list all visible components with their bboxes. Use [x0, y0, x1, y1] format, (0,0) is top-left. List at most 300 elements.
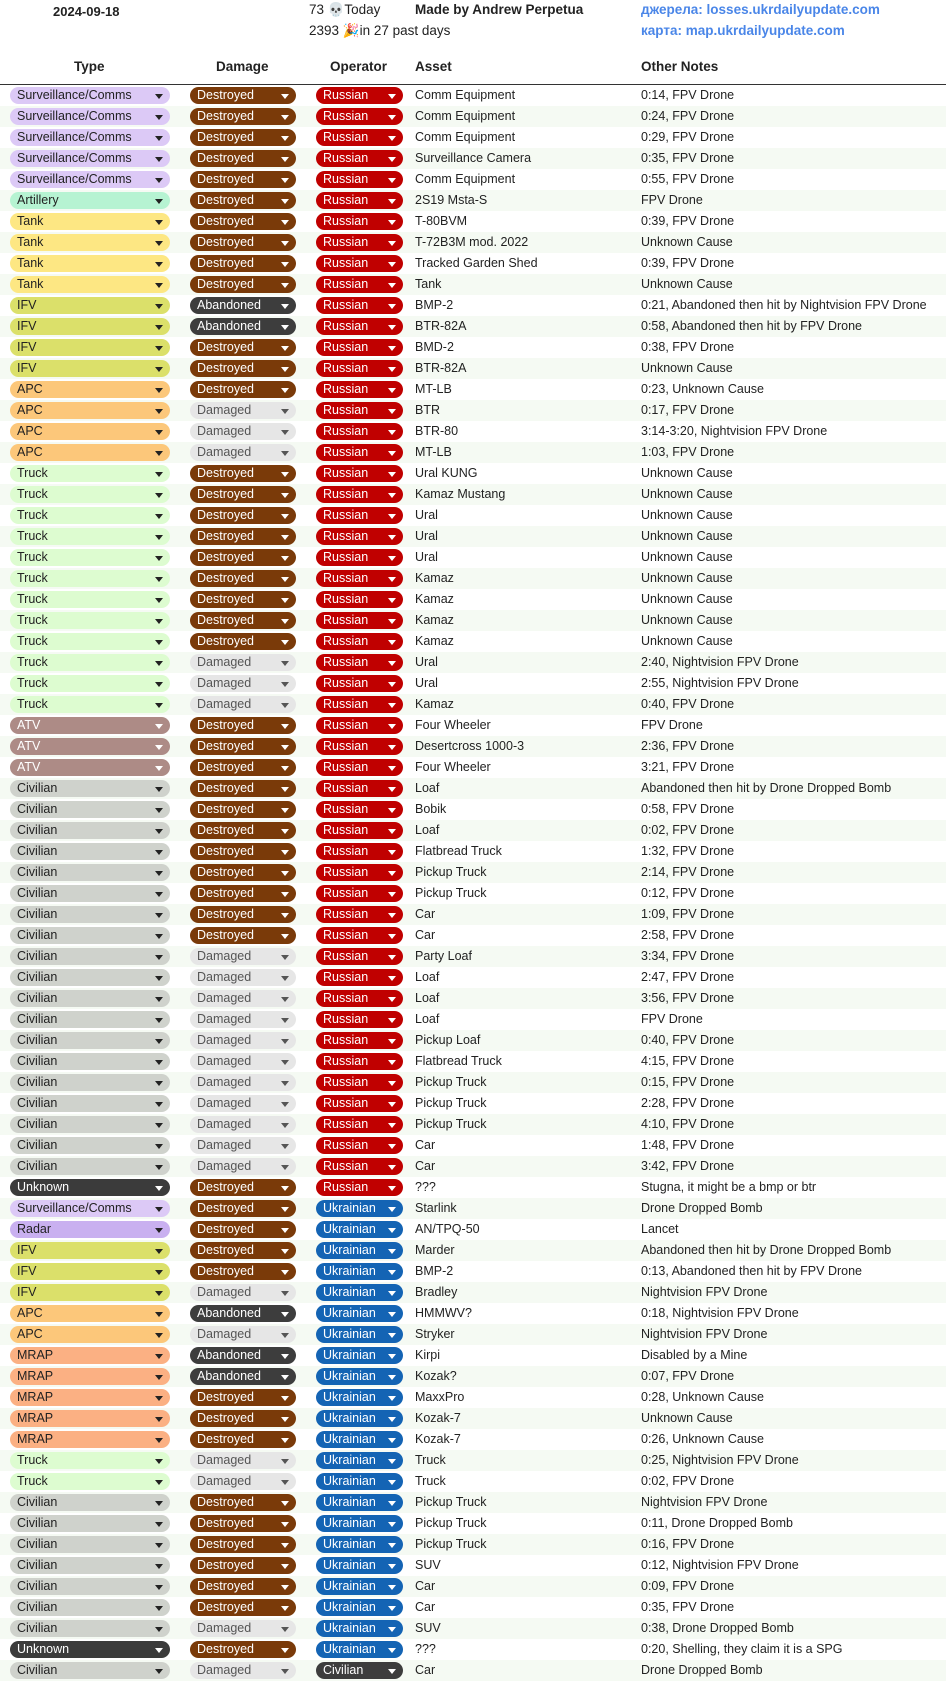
damage-dropdown[interactable] — [190, 87, 296, 104]
operator-dropdown[interactable] — [316, 171, 403, 188]
asset-cell[interactable]: Car — [415, 907, 436, 921]
asset-cell[interactable]: Kamaz — [415, 697, 454, 711]
type-dropdown[interactable] — [10, 591, 170, 608]
notes-cell[interactable]: 3:21, FPV Drone — [641, 760, 735, 774]
type-dropdown[interactable] — [10, 1137, 170, 1154]
type-dropdown[interactable] — [10, 1599, 170, 1616]
type-dropdown[interactable] — [10, 696, 170, 713]
operator-dropdown[interactable] — [316, 549, 403, 566]
type-dropdown[interactable] — [10, 1116, 170, 1133]
damage-dropdown[interactable] — [190, 402, 296, 419]
damage-dropdown[interactable] — [190, 1368, 296, 1385]
operator-dropdown[interactable] — [316, 864, 403, 881]
notes-cell[interactable]: Lancet — [641, 1222, 679, 1236]
asset-cell[interactable]: Pickup Truck — [415, 1075, 487, 1089]
type-dropdown[interactable] — [10, 675, 170, 692]
asset-cell[interactable]: Pickup Truck — [415, 1516, 487, 1530]
damage-dropdown[interactable] — [190, 1158, 296, 1175]
damage-dropdown[interactable] — [190, 318, 296, 335]
type-dropdown[interactable] — [10, 1263, 170, 1280]
asset-cell[interactable]: Surveillance Camera — [415, 151, 532, 165]
operator-dropdown[interactable] — [316, 1200, 403, 1217]
operator-dropdown[interactable] — [316, 1158, 403, 1175]
notes-cell[interactable]: 0:55, FPV Drone — [641, 172, 735, 186]
notes-cell[interactable]: Unknown Cause — [641, 634, 733, 648]
operator-dropdown[interactable] — [316, 255, 403, 272]
notes-cell[interactable]: Unknown Cause — [641, 361, 733, 375]
notes-cell[interactable]: 4:15, FPV Drone — [641, 1054, 735, 1068]
asset-cell[interactable]: Car — [415, 1663, 436, 1677]
damage-dropdown[interactable] — [190, 1221, 296, 1238]
asset-cell[interactable]: Car — [415, 1600, 436, 1614]
type-dropdown[interactable] — [10, 759, 170, 776]
type-dropdown[interactable] — [10, 1452, 170, 1469]
damage-dropdown[interactable] — [190, 1452, 296, 1469]
notes-cell[interactable]: Abandoned then hit by Drone Dropped Bomb — [641, 781, 892, 795]
notes-cell[interactable]: Drone Dropped Bomb — [641, 1201, 763, 1215]
damage-dropdown[interactable] — [190, 1599, 296, 1616]
asset-cell[interactable]: Comm Equipment — [415, 172, 516, 186]
notes-cell[interactable]: 0:35, FPV Drone — [641, 1600, 735, 1614]
type-dropdown[interactable] — [10, 150, 170, 167]
notes-cell[interactable]: 0:21, Abandoned then hit by Nightvision FPV Drone — [641, 298, 927, 312]
damage-dropdown[interactable] — [190, 507, 296, 524]
damage-dropdown[interactable] — [190, 738, 296, 755]
type-dropdown[interactable] — [10, 1284, 170, 1301]
damage-dropdown[interactable] — [190, 1095, 296, 1112]
operator-dropdown[interactable] — [316, 990, 403, 1007]
type-dropdown[interactable] — [10, 948, 170, 965]
damage-dropdown[interactable] — [190, 843, 296, 860]
notes-cell[interactable]: Unknown Cause — [641, 277, 733, 291]
type-dropdown[interactable] — [10, 171, 170, 188]
asset-cell[interactable]: Truck — [415, 1453, 446, 1467]
notes-cell[interactable]: 0:29, FPV Drone — [641, 130, 735, 144]
operator-dropdown[interactable] — [316, 633, 403, 650]
notes-cell[interactable]: 0:38, FPV Drone — [641, 340, 735, 354]
asset-cell[interactable]: Pickup Truck — [415, 865, 487, 879]
operator-dropdown[interactable] — [316, 1599, 403, 1616]
asset-cell[interactable]: MaxxPro — [415, 1390, 465, 1404]
asset-cell[interactable]: MT-LB — [415, 382, 452, 396]
notes-cell[interactable]: 0:39, FPV Drone — [641, 214, 735, 228]
asset-cell[interactable]: Bradley — [415, 1285, 458, 1299]
notes-cell[interactable]: Nightvision FPV Drone — [641, 1285, 768, 1299]
notes-cell[interactable]: 2:28, FPV Drone — [641, 1096, 735, 1110]
type-dropdown[interactable] — [10, 1011, 170, 1028]
type-dropdown[interactable] — [10, 234, 170, 251]
damage-dropdown[interactable] — [190, 822, 296, 839]
map-link[interactable]: карта: map.ukrdailyupdate.com — [641, 23, 845, 38]
type-dropdown[interactable] — [10, 192, 170, 209]
type-dropdown[interactable] — [10, 885, 170, 902]
notes-cell[interactable]: 1:32, FPV Drone — [641, 844, 735, 858]
notes-cell[interactable]: FPV Drone — [641, 718, 703, 732]
asset-cell[interactable]: Pickup Truck — [415, 1117, 487, 1131]
damage-dropdown[interactable] — [190, 675, 296, 692]
type-dropdown[interactable] — [10, 906, 170, 923]
operator-dropdown[interactable] — [316, 612, 403, 629]
notes-cell[interactable]: 0:09, FPV Drone — [641, 1579, 735, 1593]
type-dropdown[interactable] — [10, 528, 170, 545]
type-dropdown[interactable] — [10, 1095, 170, 1112]
operator-dropdown[interactable] — [316, 318, 403, 335]
asset-cell[interactable]: BTR-82A — [415, 361, 467, 375]
type-dropdown[interactable] — [10, 1389, 170, 1406]
type-dropdown[interactable] — [10, 255, 170, 272]
type-dropdown[interactable] — [10, 402, 170, 419]
operator-dropdown[interactable] — [316, 1347, 403, 1364]
damage-dropdown[interactable] — [190, 381, 296, 398]
notes-cell[interactable]: 0:02, FPV Drone — [641, 823, 735, 837]
type-dropdown[interactable] — [10, 360, 170, 377]
damage-dropdown[interactable] — [190, 444, 296, 461]
notes-cell[interactable]: Unknown Cause — [641, 487, 733, 501]
damage-dropdown[interactable] — [190, 591, 296, 608]
asset-cell[interactable]: Comm Equipment — [415, 130, 516, 144]
operator-dropdown[interactable] — [316, 948, 403, 965]
operator-dropdown[interactable] — [316, 822, 403, 839]
asset-cell[interactable]: Starlink — [415, 1201, 457, 1215]
asset-cell[interactable]: AN/TPQ-50 — [415, 1222, 480, 1236]
operator-dropdown[interactable] — [316, 150, 403, 167]
asset-cell[interactable]: T-80BVM — [415, 214, 468, 228]
asset-cell[interactable]: Kozak-7 — [415, 1411, 461, 1425]
asset-cell[interactable]: Loaf — [415, 1012, 440, 1026]
operator-dropdown[interactable] — [316, 486, 403, 503]
notes-cell[interactable]: Unknown Cause — [641, 613, 733, 627]
type-dropdown[interactable] — [10, 864, 170, 881]
asset-cell[interactable]: Truck — [415, 1474, 446, 1488]
damage-dropdown[interactable] — [190, 1620, 296, 1637]
type-dropdown[interactable] — [10, 213, 170, 230]
operator-dropdown[interactable] — [316, 213, 403, 230]
notes-cell[interactable]: Unknown Cause — [641, 466, 733, 480]
notes-cell[interactable]: 2:55, Nightvision FPV Drone — [641, 676, 799, 690]
type-dropdown[interactable] — [10, 1326, 170, 1343]
notes-cell[interactable]: 0:26, Unknown Cause — [641, 1432, 764, 1446]
operator-dropdown[interactable] — [316, 402, 403, 419]
damage-dropdown[interactable] — [190, 696, 296, 713]
type-dropdown[interactable] — [10, 822, 170, 839]
column-header-operator[interactable]: Operator — [330, 59, 388, 74]
type-dropdown[interactable] — [10, 1473, 170, 1490]
damage-dropdown[interactable] — [190, 1242, 296, 1259]
asset-cell[interactable]: MT-LB — [415, 445, 452, 459]
damage-dropdown[interactable] — [190, 969, 296, 986]
notes-cell[interactable]: 0:16, FPV Drone — [641, 1537, 735, 1551]
operator-dropdown[interactable] — [316, 717, 403, 734]
asset-cell[interactable]: Car — [415, 928, 436, 942]
damage-dropdown[interactable] — [190, 717, 296, 734]
damage-dropdown[interactable] — [190, 1431, 296, 1448]
type-dropdown[interactable] — [10, 633, 170, 650]
damage-dropdown[interactable] — [190, 1263, 296, 1280]
type-dropdown[interactable] — [10, 717, 170, 734]
type-dropdown[interactable] — [10, 612, 170, 629]
operator-dropdown[interactable] — [316, 591, 403, 608]
asset-cell[interactable]: Stryker — [415, 1327, 455, 1341]
notes-cell[interactable]: 0:24, FPV Drone — [641, 109, 735, 123]
notes-cell[interactable]: 3:34, FPV Drone — [641, 949, 735, 963]
notes-cell[interactable]: 0:02, FPV Drone — [641, 1474, 735, 1488]
type-dropdown[interactable] — [10, 1620, 170, 1637]
asset-cell[interactable]: BTR-82A — [415, 319, 467, 333]
type-dropdown[interactable] — [10, 1053, 170, 1070]
type-dropdown[interactable] — [10, 339, 170, 356]
type-dropdown[interactable] — [10, 1557, 170, 1574]
operator-dropdown[interactable] — [316, 507, 403, 524]
operator-dropdown[interactable] — [316, 276, 403, 293]
column-header-type[interactable]: Type — [74, 59, 105, 74]
type-dropdown[interactable] — [10, 990, 170, 1007]
asset-cell[interactable]: Kamaz — [415, 592, 454, 606]
notes-cell[interactable]: 1:48, FPV Drone — [641, 1138, 735, 1152]
asset-cell[interactable]: Four Wheeler — [415, 760, 491, 774]
notes-cell[interactable]: FPV Drone — [641, 193, 703, 207]
operator-dropdown[interactable] — [316, 1473, 403, 1490]
notes-cell[interactable]: 1:09, FPV Drone — [641, 907, 735, 921]
notes-cell[interactable]: 0:12, FPV Drone — [641, 886, 735, 900]
operator-dropdown[interactable] — [316, 528, 403, 545]
asset-cell[interactable]: Ural — [415, 529, 438, 543]
asset-cell[interactable]: Car — [415, 1159, 436, 1173]
notes-cell[interactable]: Unknown Cause — [641, 550, 733, 564]
operator-dropdown[interactable] — [316, 1494, 403, 1511]
notes-cell[interactable]: Abandoned then hit by Drone Dropped Bomb — [641, 1243, 892, 1257]
sources-link[interactable]: джерела: losses.ukrdailyupdate.com — [641, 2, 880, 17]
type-dropdown[interactable] — [10, 549, 170, 566]
damage-dropdown[interactable] — [190, 1074, 296, 1091]
asset-cell[interactable]: Bobik — [415, 802, 447, 816]
asset-cell[interactable]: Tracked Garden Shed — [415, 256, 538, 270]
operator-dropdown[interactable] — [316, 465, 403, 482]
type-dropdown[interactable] — [10, 570, 170, 587]
operator-dropdown[interactable] — [316, 654, 403, 671]
asset-cell[interactable]: Ural — [415, 550, 438, 564]
operator-dropdown[interactable] — [316, 738, 403, 755]
notes-cell[interactable]: Nightvision FPV Drone — [641, 1327, 768, 1341]
operator-dropdown[interactable] — [316, 1284, 403, 1301]
damage-dropdown[interactable] — [190, 360, 296, 377]
type-dropdown[interactable] — [10, 1179, 170, 1196]
asset-cell[interactable]: BMD-2 — [415, 340, 454, 354]
notes-cell[interactable]: 0:13, Abandoned then hit by FPV Drone — [641, 1264, 862, 1278]
damage-dropdown[interactable] — [190, 234, 296, 251]
asset-cell[interactable]: Loaf — [415, 970, 440, 984]
asset-cell[interactable]: Pickup Truck — [415, 1495, 487, 1509]
type-dropdown[interactable] — [10, 1536, 170, 1553]
notes-cell[interactable]: 0:58, Abandoned then hit by FPV Drone — [641, 319, 862, 333]
asset-cell[interactable]: Loaf — [415, 991, 440, 1005]
asset-cell[interactable]: Tank — [415, 277, 442, 291]
type-dropdown[interactable] — [10, 1347, 170, 1364]
notes-cell[interactable]: 0:58, FPV Drone — [641, 802, 735, 816]
damage-dropdown[interactable] — [190, 927, 296, 944]
type-dropdown[interactable] — [10, 1410, 170, 1427]
type-dropdown[interactable] — [10, 1578, 170, 1595]
asset-cell[interactable]: ??? — [415, 1180, 436, 1194]
operator-dropdown[interactable] — [316, 1221, 403, 1238]
operator-dropdown[interactable] — [316, 1662, 403, 1679]
asset-cell[interactable]: SUV — [415, 1558, 441, 1572]
type-dropdown[interactable] — [10, 381, 170, 398]
asset-cell[interactable]: Pickup Truck — [415, 886, 487, 900]
type-dropdown[interactable] — [10, 1200, 170, 1217]
damage-dropdown[interactable] — [190, 1578, 296, 1595]
damage-dropdown[interactable] — [190, 1200, 296, 1217]
notes-cell[interactable]: Unknown Cause — [641, 529, 733, 543]
operator-dropdown[interactable] — [316, 381, 403, 398]
operator-dropdown[interactable] — [316, 1557, 403, 1574]
damage-dropdown[interactable] — [190, 759, 296, 776]
operator-dropdown[interactable] — [316, 801, 403, 818]
damage-dropdown[interactable] — [190, 1494, 296, 1511]
operator-dropdown[interactable] — [316, 1032, 403, 1049]
damage-dropdown[interactable] — [190, 885, 296, 902]
notes-cell[interactable]: 0:23, Unknown Cause — [641, 382, 764, 396]
damage-dropdown[interactable] — [190, 948, 296, 965]
damage-dropdown[interactable] — [190, 612, 296, 629]
operator-dropdown[interactable] — [316, 339, 403, 356]
asset-cell[interactable]: Kirpi — [415, 1348, 441, 1362]
operator-dropdown[interactable] — [316, 1536, 403, 1553]
notes-cell[interactable]: Stugna, it might be a bmp or btr — [641, 1180, 817, 1194]
damage-dropdown[interactable] — [190, 1032, 296, 1049]
operator-dropdown[interactable] — [316, 234, 403, 251]
damage-dropdown[interactable] — [190, 1347, 296, 1364]
operator-dropdown[interactable] — [316, 1179, 403, 1196]
damage-dropdown[interactable] — [190, 780, 296, 797]
asset-cell[interactable]: Loaf — [415, 781, 440, 795]
notes-cell[interactable]: Drone Dropped Bomb — [641, 1663, 763, 1677]
damage-dropdown[interactable] — [190, 1515, 296, 1532]
operator-dropdown[interactable] — [316, 1263, 403, 1280]
asset-cell[interactable]: Ural — [415, 676, 438, 690]
operator-dropdown[interactable] — [316, 843, 403, 860]
asset-cell[interactable]: ??? — [415, 1642, 436, 1656]
type-dropdown[interactable] — [10, 1494, 170, 1511]
damage-dropdown[interactable] — [190, 339, 296, 356]
asset-cell[interactable]: SUV — [415, 1621, 441, 1635]
notes-cell[interactable]: 0:15, FPV Drone — [641, 1075, 735, 1089]
notes-cell[interactable]: 0:28, Unknown Cause — [641, 1390, 764, 1404]
damage-dropdown[interactable] — [190, 1284, 296, 1301]
type-dropdown[interactable] — [10, 969, 170, 986]
damage-dropdown[interactable] — [190, 906, 296, 923]
type-dropdown[interactable] — [10, 423, 170, 440]
asset-cell[interactable]: Marder — [415, 1243, 455, 1257]
asset-cell[interactable]: Comm Equipment — [415, 109, 516, 123]
type-dropdown[interactable] — [10, 927, 170, 944]
operator-dropdown[interactable] — [316, 1242, 403, 1259]
operator-dropdown[interactable] — [316, 1641, 403, 1658]
operator-dropdown[interactable] — [316, 675, 403, 692]
operator-dropdown[interactable] — [316, 1137, 403, 1154]
damage-dropdown[interactable] — [190, 528, 296, 545]
damage-dropdown[interactable] — [190, 150, 296, 167]
type-dropdown[interactable] — [10, 108, 170, 125]
asset-cell[interactable]: 2S19 Msta-S — [415, 193, 488, 207]
operator-dropdown[interactable] — [316, 927, 403, 944]
type-dropdown[interactable] — [10, 1305, 170, 1322]
damage-dropdown[interactable] — [190, 570, 296, 587]
operator-dropdown[interactable] — [316, 1410, 403, 1427]
type-dropdown[interactable] — [10, 129, 170, 146]
operator-dropdown[interactable] — [316, 423, 403, 440]
column-header-damage[interactable]: Damage — [216, 59, 269, 74]
column-header-asset[interactable]: Asset — [415, 59, 452, 74]
operator-dropdown[interactable] — [316, 1515, 403, 1532]
column-header-notes[interactable]: Other Notes — [641, 59, 719, 74]
asset-cell[interactable]: Pickup Truck — [415, 1537, 487, 1551]
type-dropdown[interactable] — [10, 801, 170, 818]
operator-dropdown[interactable] — [316, 1431, 403, 1448]
damage-dropdown[interactable] — [190, 276, 296, 293]
type-dropdown[interactable] — [10, 1368, 170, 1385]
damage-dropdown[interactable] — [190, 465, 296, 482]
damage-dropdown[interactable] — [190, 654, 296, 671]
asset-cell[interactable]: Kamaz — [415, 613, 454, 627]
type-dropdown[interactable] — [10, 1158, 170, 1175]
damage-dropdown[interactable] — [190, 171, 296, 188]
type-dropdown[interactable] — [10, 87, 170, 104]
damage-dropdown[interactable] — [190, 108, 296, 125]
notes-cell[interactable]: 3:56, FPV Drone — [641, 991, 735, 1005]
asset-cell[interactable]: Flatbread Truck — [415, 844, 502, 858]
type-dropdown[interactable] — [10, 1662, 170, 1679]
notes-cell[interactable]: Nightvision FPV Drone — [641, 1495, 768, 1509]
notes-cell[interactable]: 2:36, FPV Drone — [641, 739, 735, 753]
operator-dropdown[interactable] — [316, 1116, 403, 1133]
notes-cell[interactable]: Unknown Cause — [641, 571, 733, 585]
operator-dropdown[interactable] — [316, 696, 403, 713]
notes-cell[interactable]: 3:14-3:20, Nightvision FPV Drone — [641, 424, 828, 438]
damage-dropdown[interactable] — [190, 129, 296, 146]
asset-cell[interactable]: HMMWV? — [415, 1306, 472, 1320]
asset-cell[interactable]: Four Wheeler — [415, 718, 491, 732]
notes-cell[interactable]: 2:14, FPV Drone — [641, 865, 735, 879]
damage-dropdown[interactable] — [190, 1116, 296, 1133]
operator-dropdown[interactable] — [316, 1326, 403, 1343]
damage-dropdown[interactable] — [190, 1557, 296, 1574]
type-dropdown[interactable] — [10, 507, 170, 524]
damage-dropdown[interactable] — [190, 1137, 296, 1154]
operator-dropdown[interactable] — [316, 1389, 403, 1406]
damage-dropdown[interactable] — [190, 864, 296, 881]
operator-dropdown[interactable] — [316, 1452, 403, 1469]
operator-dropdown[interactable] — [316, 1053, 403, 1070]
operator-dropdown[interactable] — [316, 1368, 403, 1385]
notes-cell[interactable]: Unknown Cause — [641, 508, 733, 522]
asset-cell[interactable]: Pickup Truck — [415, 1096, 487, 1110]
type-dropdown[interactable] — [10, 738, 170, 755]
operator-dropdown[interactable] — [316, 969, 403, 986]
operator-dropdown[interactable] — [316, 1011, 403, 1028]
damage-dropdown[interactable] — [190, 549, 296, 566]
notes-cell[interactable]: 0:07, FPV Drone — [641, 1369, 735, 1383]
notes-cell[interactable]: 0:39, FPV Drone — [641, 256, 735, 270]
asset-cell[interactable]: BMP-2 — [415, 1264, 454, 1278]
type-dropdown[interactable] — [10, 318, 170, 335]
type-dropdown[interactable] — [10, 486, 170, 503]
operator-dropdown[interactable] — [316, 297, 403, 314]
operator-dropdown[interactable] — [316, 192, 403, 209]
damage-dropdown[interactable] — [190, 423, 296, 440]
notes-cell[interactable]: 0:40, FPV Drone — [641, 1033, 735, 1047]
notes-cell[interactable]: Unknown Cause — [641, 592, 733, 606]
operator-dropdown[interactable] — [316, 360, 403, 377]
